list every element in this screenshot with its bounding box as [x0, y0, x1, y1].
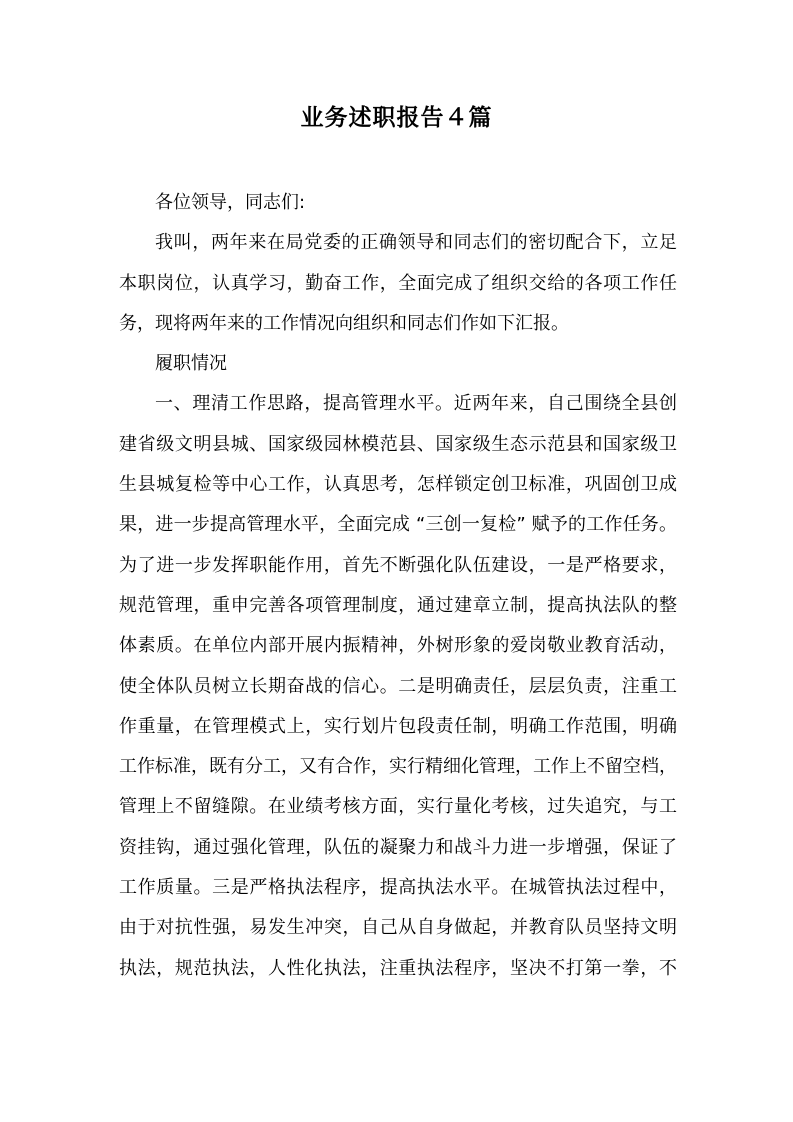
intro-paragraph	[119, 223, 677, 344]
paragraph-line: 由于对抗性强，易发生冲突，自己从自身做起，并教育队员坚持文明	[119, 917, 677, 939]
paragraph-line: 为了进一步发挥职能作用，首先不断强化队伍建设，一是严格要求，	[119, 554, 677, 576]
paragraph-line: 体素质。在单位内部开展内振精神，外树形象的爱岗敬业教育活动，	[119, 635, 677, 657]
paragraph-line: 建省级文明县城、国家级园林模范县、国家级生态示范县和国家级卫	[119, 433, 677, 455]
paragraph-line: 工作质量。三是严格执法程序，提高执法水平。在城管执法过程中，	[119, 877, 677, 899]
paragraph-line: 果，进一步提高管理水平，全面完成 “三创一复检” 赋予的工作任务。	[119, 514, 677, 536]
paragraph-line: 工作标准，既有分工，又有合作，实行精细化管理，工作上不留空档，	[119, 756, 677, 778]
paragraph-line: 本职岗位，认真学习，勤奋工作，全面完成了组织交给的各项工作任	[119, 272, 677, 294]
paragraph-line: 务，现将两年来的工作情况向组织和同志们作如下汇报。	[119, 312, 569, 334]
paragraph-line: 规范管理，重申完善各项管理制度，通过建章立制，提高执法队的整	[119, 594, 677, 616]
paragraph-line: 使全体队员树立长期奋战的信心。二是明确责任，层层负责，注重工	[119, 675, 677, 697]
document-body	[119, 183, 677, 989]
paragraph-line: 资挂钩，通过强化管理，队伍的凝聚力和战斗力进一步增强，保证了	[119, 836, 677, 858]
document-title: 业务述职报告４篇	[300, 105, 493, 131]
paragraph-line: 一、理清工作思路，提高管理水平。近两年来，自己围绕全县创	[155, 393, 677, 415]
paragraph-line: 作重量，在管理模式上，实行划片包段责任制，明确工作范围，明确	[119, 715, 677, 737]
paragraph-line: 执法，规范执法，人性化执法，注重执法程序，坚决不打第一拳，不	[119, 957, 677, 979]
section-heading: 履职情况	[155, 353, 227, 375]
salutation-line: 各位领导，同志们:	[155, 192, 306, 213]
paragraph-line: 生县城复检等中心工作，认真思考，怎样锁定创卫标准，巩固创卫成	[119, 474, 677, 496]
section-one-paragraph	[119, 384, 677, 988]
paragraph-line: 管理上不留缝隙。在业绩考核方面，实行量化考核，过失追究，与工	[119, 796, 677, 818]
section-heading-paragraph	[119, 344, 677, 384]
paragraph-line: 我叫，两年来在局党委的正确领导和同志们的密切配合下，立足	[155, 232, 677, 254]
salutation-paragraph	[119, 183, 677, 223]
